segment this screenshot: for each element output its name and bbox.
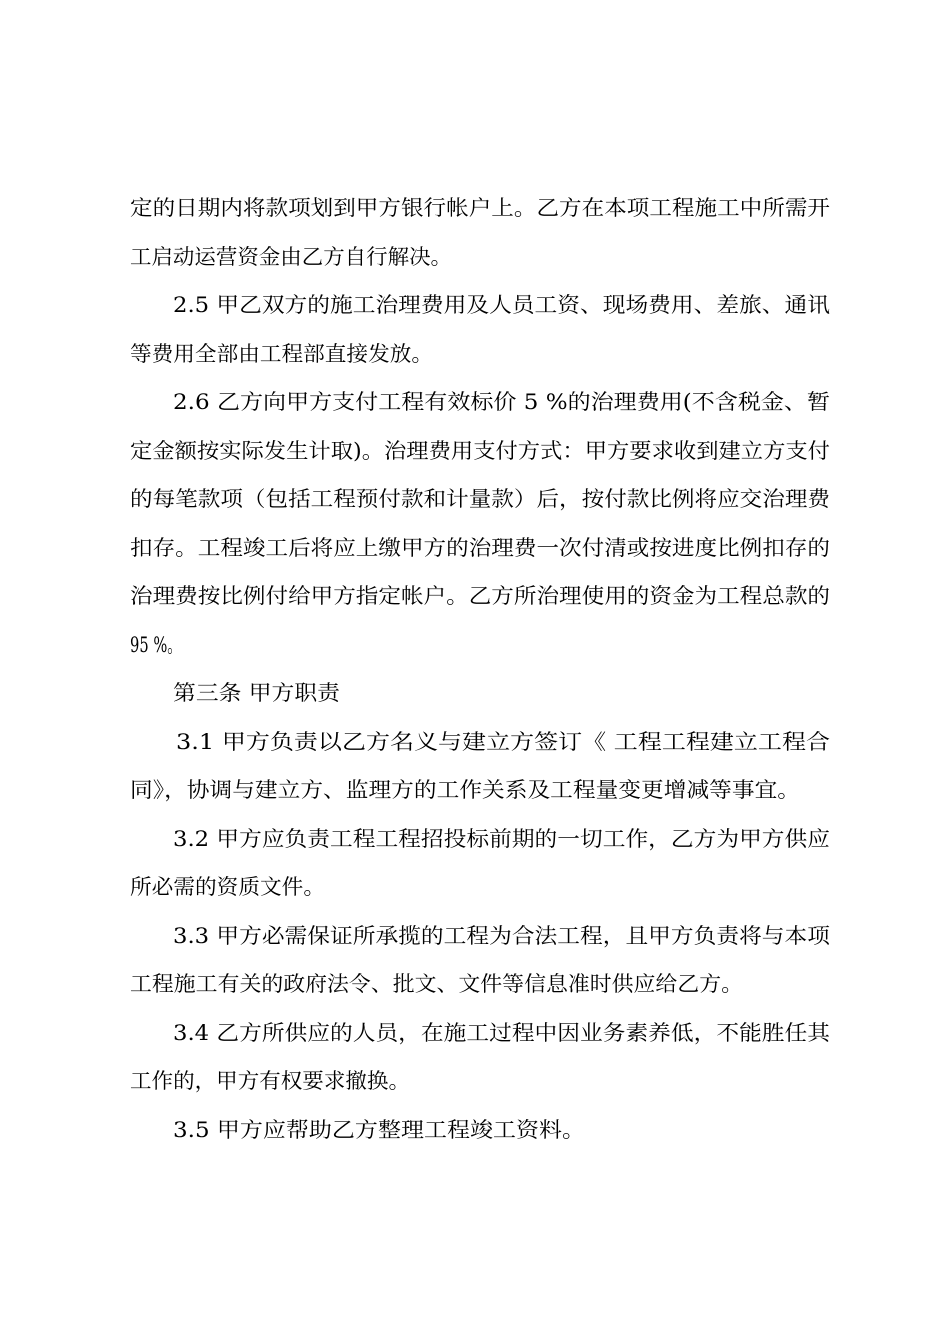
text-line-17: 工程施工有关的政府法令、批文、文件等信息准时供应给乙方。 [130,972,744,996]
text-line-10: 95 %。 [130,633,182,657]
text-line-13: 同》，协调与建立方、监理方的工作关系及工程量变更增减等事宜。 [130,778,800,802]
text-line-7: 的每笔款项（包括工程预付款和计量款）后，按付款比例将应交治理费 [130,487,831,511]
section-heading: 第三条 甲方职责 [173,681,340,705]
text-line-8: 扣存。工程竣工后将应上缴甲方的治理费一次付清或按进度比例扣存的 [130,536,831,560]
text-line-3: 2.5 甲乙双方的施工治理费用及人员工资、现场费用、差旅、通讯 [173,293,830,317]
text-line-9: 治理费按比例付给甲方指定帐户。乙方所治理使用的资金为工程总款的 [130,584,831,608]
text-line-2: 工启动运营资金由乙方自行解决。 [130,245,453,269]
text-line-19: 工作的，甲方有权要求撤换。 [130,1069,411,1093]
text-line-5: 2.6 乙方向甲方支付工程有效标价 5 %的治理费用(不含税金、暂 [173,390,830,414]
text-line-20: 3.5 甲方应帮助乙方整理工程竣工资料。 [173,1118,585,1142]
text-line-6: 定金额按实际发生计取)。治理费用支付方式：甲方要求收到建立方支付 [130,439,831,463]
text-line-12: 3.1 甲方负责以乙方名义与建立方签订《 工程工程建立工程合 [176,730,830,754]
text-line-15: 所必需的资质文件。 [130,875,325,899]
text-line-16: 3.3 甲方必需保证所承揽的工程为合法工程，且甲方负责将与本项 [173,924,830,948]
text-line-14: 3.2 甲方应负责工程工程招投标前期的一切工作，乙方为甲方供应 [173,827,830,851]
text-line-1: 定的日期内将款项划到甲方银行帐户上。乙方在本项工程施工中所需开 [130,196,831,220]
text-line-4: 等费用全部由工程部直接发放。 [130,342,433,366]
text-line-18: 3.4 乙方所供应的人员，在施工过程中因业务素养低，不能胜任其 [173,1021,830,1045]
